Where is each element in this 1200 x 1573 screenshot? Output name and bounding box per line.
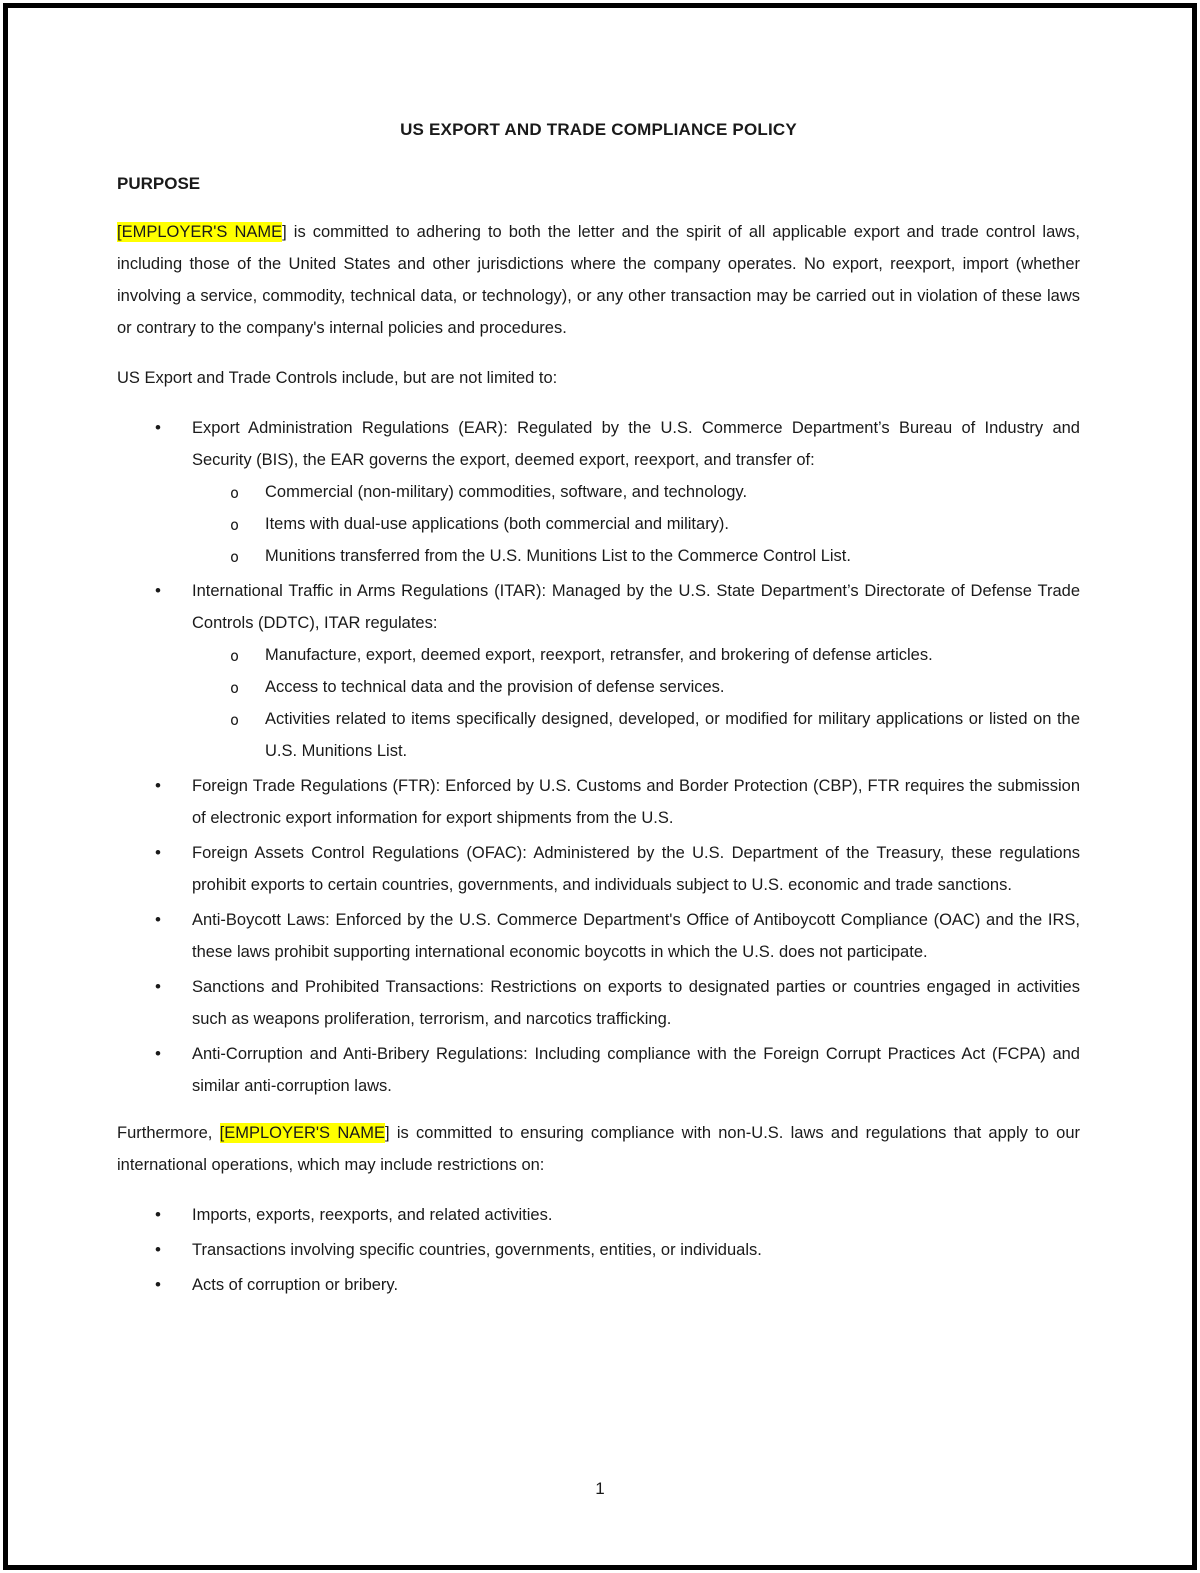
bullet-item-sanctions [117, 971, 1080, 1035]
document-title: US EXPORT AND TRADE COMPLIANCE POLICY [400, 120, 797, 139]
bullet-icon: • [155, 1275, 161, 1294]
bullet-icon: • [155, 1044, 161, 1063]
bullet-item-text: International Traffic in Arms Regulations (ITAR): Managed by the U.S. State Department’s Directorate of Defense Trade Controls (DDTC), ITAR regulates: [192, 582, 1080, 632]
bullet-item-imports [117, 1199, 1080, 1231]
sub-bullet-item-text: Munitions transferred from the U.S. Munitions List to the Commerce Control List. [265, 547, 851, 565]
page-number: 1 [595, 1479, 605, 1498]
controls-list [117, 412, 1080, 1102]
bullet-item-text: Anti-Boycott Laws: Enforced by the U.S. Commerce Department's Office of Antiboycott Compliance (OAC) and the IRS, these laws prohibit supporting international economic boycotts in which the U.S. does not participate. [192, 911, 1080, 961]
intro-paragraph-text: ] is committed to adhering to both the letter and the spirit of all applicable export and trade control laws, including those of the United States and other jurisdictions where the company operates. No export, reexport, import (whether involving a service, commodity, technical data, or technology), or any other transaction may be carried out in violation of these laws or contrary to the company's internal policies and procedures. [117, 223, 1080, 337]
bullet-icon: • [155, 1205, 161, 1224]
bullet-item-ftr [117, 770, 1080, 834]
non-us-restrictions-list [117, 1199, 1080, 1301]
sub-bullet-item-text: Activities related to items specifically designed, developed, or modified for military applications or listed on the U.S. Munitions List. [265, 710, 1080, 760]
document-page [3, 3, 1197, 1570]
bullet-item-text: Foreign Trade Regulations (FTR): Enforced by U.S. Customs and Border Protection (CBP), FTR requires the submission of electronic export information for export shipments from the U.S. [192, 777, 1080, 827]
furthermore-paragraph [117, 1117, 1080, 1181]
sub-bullet-icon: o [230, 484, 240, 502]
bullet-item-corruption [117, 1269, 1080, 1301]
sub-bullet-icon: o [230, 548, 240, 566]
sub-bullet-item-text: Commercial (non-military) commodities, software, and technology. [265, 483, 748, 501]
bullet-item-text: Export Administration Regulations (EAR): Regulated by the U.S. Commerce Department’s Bureau of Industry and Security (BIS), the EAR governs the export, deemed export, reexport, and transfer of: [192, 419, 1080, 469]
controls-intro-paragraph: US Export and Trade Controls include, but are not limited to: [117, 369, 558, 387]
sub-bullet-item [117, 476, 1080, 508]
bullet-icon: • [155, 843, 161, 862]
bullet-item-text: Sanctions and Prohibited Transactions: Restrictions on exports to designated parties or countries engaged in activities such as weapons proliferation, terrorism, and narcotics trafficking. [192, 978, 1080, 1028]
sub-bullet-icon: o [230, 516, 240, 534]
bullet-item-text: Anti-Corruption and Anti-Bribery Regulations: Including compliance with the Foreign Corrupt Practices Act (FCPA) and similar anti-corruption laws. [192, 1045, 1080, 1095]
bullet-item-transactions [117, 1234, 1080, 1266]
bullet-item-anti-corruption [117, 1038, 1080, 1102]
sub-bullet-icon: o [230, 679, 240, 697]
furthermore-text-after: ] is committed to ensuring compliance with non-U.S. laws and regulations that apply to our international operations, which may include restrictions on: [117, 1124, 1080, 1174]
sub-bullet-item [117, 671, 1080, 703]
sub-bullet-icon: o [230, 647, 240, 665]
bullet-icon: • [155, 418, 161, 437]
employer-name-highlight: [EMPLOYER'S NAME [117, 223, 283, 241]
bullet-item-text: Transactions involving specific countries, governments, entities, or individuals. [192, 1241, 762, 1259]
sub-bullet-item [117, 508, 1080, 540]
bullet-item-text: Acts of corruption or bribery. [192, 1276, 399, 1294]
bullet-item-text: Imports, exports, reexports, and related activities. [192, 1206, 553, 1224]
purpose-heading: PURPOSE [117, 174, 201, 193]
bullet-item-anti-boycott [117, 904, 1080, 968]
sub-bullet-item-text: Items with dual-use applications (both commercial and military). [265, 515, 730, 533]
sub-bullet-item-text: Access to technical data and the provision of defense services. [265, 678, 725, 696]
bullet-item-ear [117, 412, 1080, 476]
bullet-item-itar [117, 575, 1080, 639]
bullet-icon: • [155, 581, 161, 600]
sub-bullet-icon: o [230, 711, 240, 729]
employer-name-highlight: [EMPLOYER'S NAME [219, 1124, 385, 1142]
bullet-icon: • [155, 910, 161, 929]
bullet-icon: • [155, 776, 161, 795]
document-content [117, 114, 1080, 1301]
sub-bullet-item-text: Manufacture, export, deemed export, reexport, retransfer, and brokering of defense articles. [265, 646, 933, 664]
bullet-icon: • [155, 977, 161, 996]
bullet-item-ofac [117, 837, 1080, 901]
sub-bullet-item [117, 703, 1080, 767]
sub-bullet-item [117, 639, 1080, 671]
furthermore-text-before: Furthermore, [117, 1124, 220, 1142]
bullet-icon: • [155, 1240, 161, 1259]
intro-paragraph [117, 216, 1080, 344]
sub-bullet-item [117, 540, 1080, 572]
bullet-item-text: Foreign Assets Control Regulations (OFAC): Administered by the U.S. Department of the Treasury, these regulations prohibit exports to certain countries, governments, and individuals subject to U.S. economic and trade sanctions. [192, 844, 1080, 894]
